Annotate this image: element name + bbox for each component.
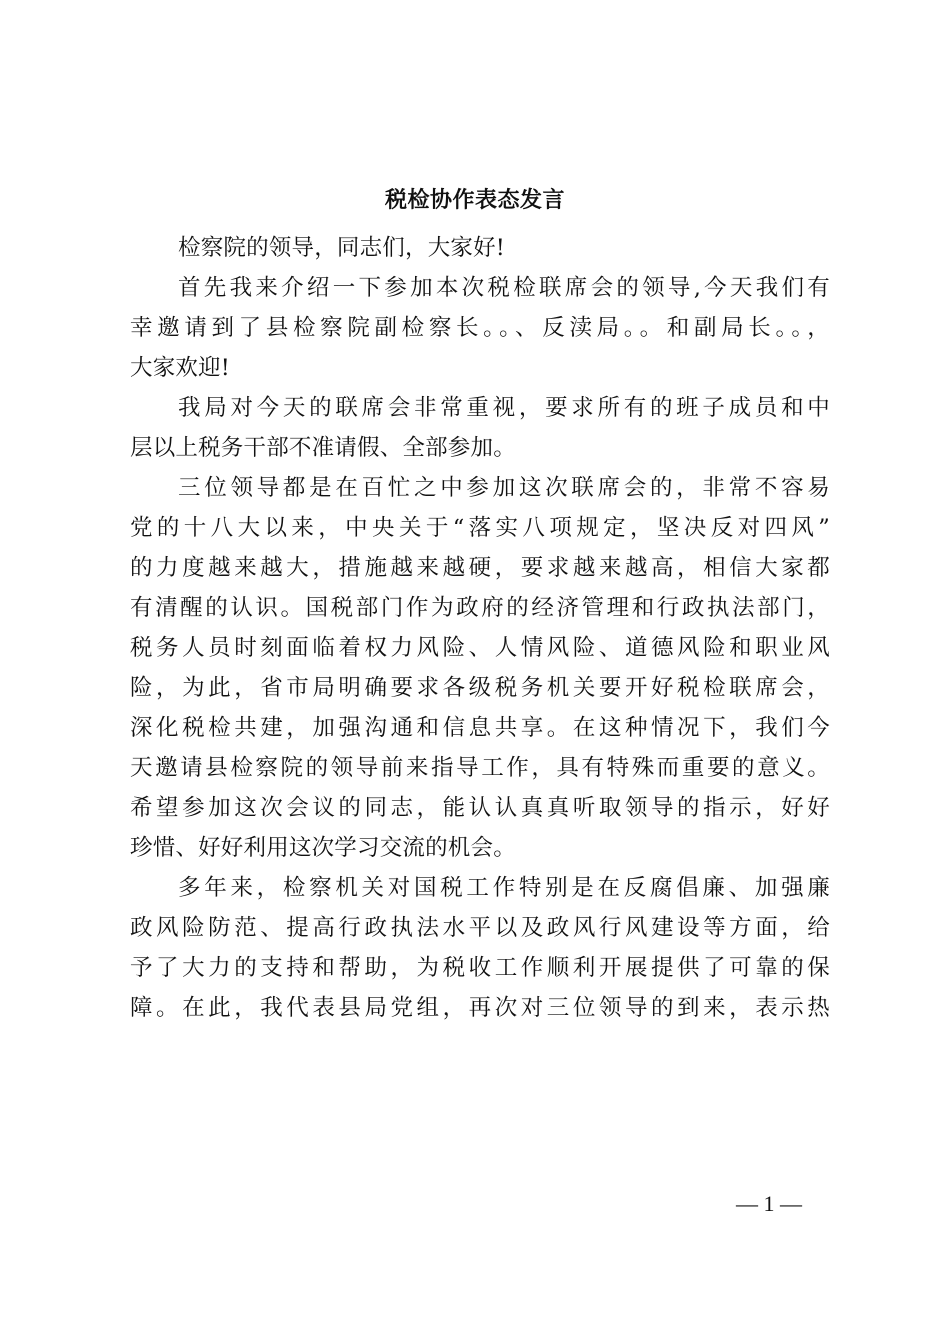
text-line: 层以上税务干部不准请假、全部参加。 bbox=[130, 435, 516, 461]
text-line: 多年来，检察机关对国税工作特别是在反腐倡廉、加强廉 bbox=[178, 875, 830, 901]
text-line: 有清醒的认识。国税部门作为政府的经济管理和行政执法部门， bbox=[130, 595, 830, 621]
text-line: 党的十八大以来，中央关于“落实八项规定，坚决反对四风” bbox=[130, 515, 830, 541]
text-line: 幸邀请到了县检察院副检察长。。、反渎局。。和副局长。。， bbox=[130, 315, 830, 341]
text-line: 希望参加这次会议的同志，能认认真真听取领导的指示，好好 bbox=[130, 795, 830, 821]
text-line: 天邀请县检察院的领导前来指导工作，具有特殊而重要的意义。 bbox=[130, 755, 830, 781]
text-line: 障。在此，我代表县局党组，再次对三位领导的到来，表示热 bbox=[130, 995, 830, 1021]
document-body bbox=[130, 228, 830, 1028]
text-line: 检察院的领导，同志们，大家好! bbox=[178, 235, 506, 261]
text-line: 予了大力的支持和帮助，为税收工作顺利开展提供了可靠的保 bbox=[130, 955, 830, 981]
text-line: 税务人员时刻面临着权力风险、人情风险、道德风险和职业风 bbox=[130, 635, 830, 661]
text-line: 的力度越来越大，措施越来越硬，要求越来越高，相信大家都 bbox=[130, 555, 830, 581]
text-line: 深化税检共建，加强沟通和信息共享。在这种情况下，我们今 bbox=[130, 715, 830, 741]
text-line: 政风险防范、提高行政执法水平以及政风行风建设等方面，给 bbox=[130, 915, 830, 941]
text-line: 首先我来介绍一下参加本次税检联席会的领导,今天我们有 bbox=[178, 275, 830, 301]
text-line: 险，为此，省市局明确要求各级税务机关要开好税检联席会， bbox=[130, 675, 830, 701]
text-line: 三位领导都是在百忙之中参加这次联席会的，非常不容易 bbox=[178, 475, 830, 501]
document-title: 税检协作表态发言 bbox=[384, 187, 565, 213]
text-line: 珍惜、好好利用这次学习交流的机会。 bbox=[130, 835, 516, 861]
text-line: 大家欢迎! bbox=[130, 355, 231, 381]
text-line: 我局对今天的联席会非常重视，要求所有的班子成员和中 bbox=[178, 395, 830, 421]
page-number: — 1 — bbox=[736, 1191, 802, 1216]
